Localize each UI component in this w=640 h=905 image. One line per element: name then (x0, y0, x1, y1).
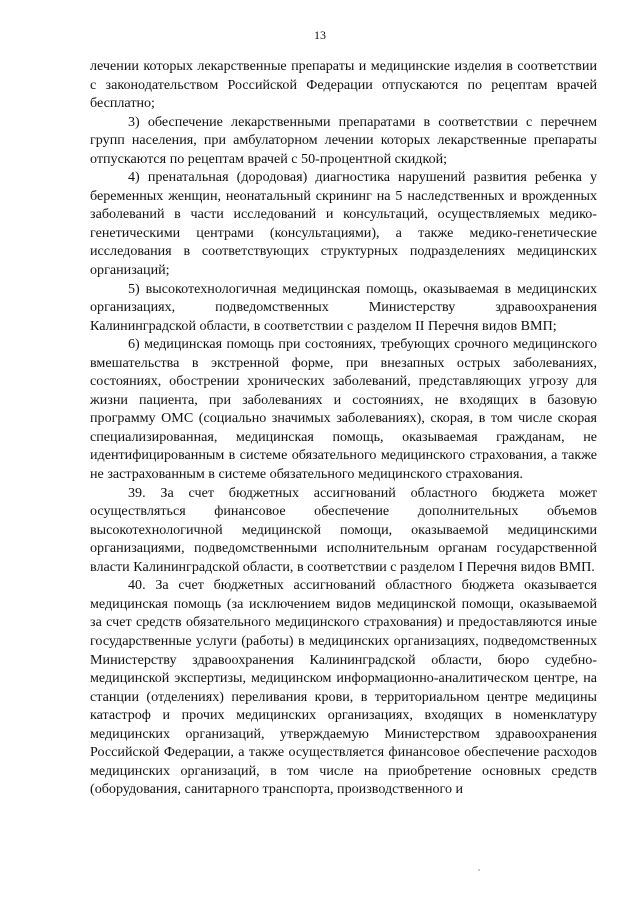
document-body (90, 57, 597, 799)
paragraph-item-3: 3) обеспечение лекарственными препаратами в соответствии с перечнем групп населения, при амбулаторном лечении которых лекарственные препараты отпускаются по рецептам врачей с 50-процентной скидкой; (90, 113, 597, 167)
paragraph-continuation: лечении которых лекарственные препараты и медицинские изделия в соответствии с законодательством Российской Федерации отпускаются по рецептам врачей бесплатно; (90, 58, 597, 112)
page-number: 13 (314, 28, 326, 42)
paragraph-clause-40: 40. За счет бюджетных ассигнований областного бюджета оказывается медицинская помощь (за исключением видов медицинской помощи, оказываемой за счет средств обязательного медицинского страхования) и предоставляются иные государственные услуги (работы) в медицинских организациях, подведомственных Министерству здравоохранения Калининградской области, бюро судебно-медицинской экспертизы, медицинском информационно-аналитическом центре, на станции (отделениях) переливания крови, в территориальном центре медицины катастроф и прочих медицинских организациях, входящих в номенклатуру медицинских организаций, утверждаемую Министерством здравоохранения Российской Федерации, а также осуществляется финансовое обеспечение расходов медицинских организаций, в том числе на приобретение основных средств (оборудования, санитарного транспорта, производственного и (90, 577, 597, 798)
paragraph-clause-39: 39. За счет бюджетных ассигнований областного бюджета может осуществляться финансовое обеспечение дополнительных объемов высокотехнологичной медицинской помощи, оказываемой медицинскими организациями, подведомственными исполнительным органам государственной власти Калининградской области, в соответствии с разделом I Перечня видов ВМП. (90, 484, 597, 575)
paragraph-item-4: 4) пренатальная (дородовая) диагностика нарушений развития ребенка у беременных женщин, неонатальный скрининг на 5 наследственных и врожденных заболеваний в части исследований и консультаций, осуществляемых медико-генетическими центрами (консультациями), а также медико-генетические исследования в соответствующих структурных подразделениях медицинских организаций; (90, 169, 597, 279)
paragraph-item-5: 5) высокотехнологичная медицинская помощь, оказываемая в медицинских организациях, подведомственных Министерству здравоохранения Калининградской области, в соответствии с разделом II Перечня видов ВМП; (90, 280, 597, 334)
paragraph-item-6: 6) медицинская помощь при состояниях, требующих срочного медицинского вмешательства в экстренной форме, при внезапных острых заболеваниях, состояниях, обострении хронических заболеваний, представляющих угрозу для жизни пациента, при заболеваниях и состояниях, не входящих в базовую программу ОМС (социально значимых заболеваниях), скорая, в том числе скорая специализированная, медицинская помощь, оказываемая гражданам, не идентифицированным в системе обязательного медицинского страхования, а также не застрахованным в системе обязательного медицинского страхования. (90, 336, 597, 483)
scan-artifact (478, 869, 480, 871)
